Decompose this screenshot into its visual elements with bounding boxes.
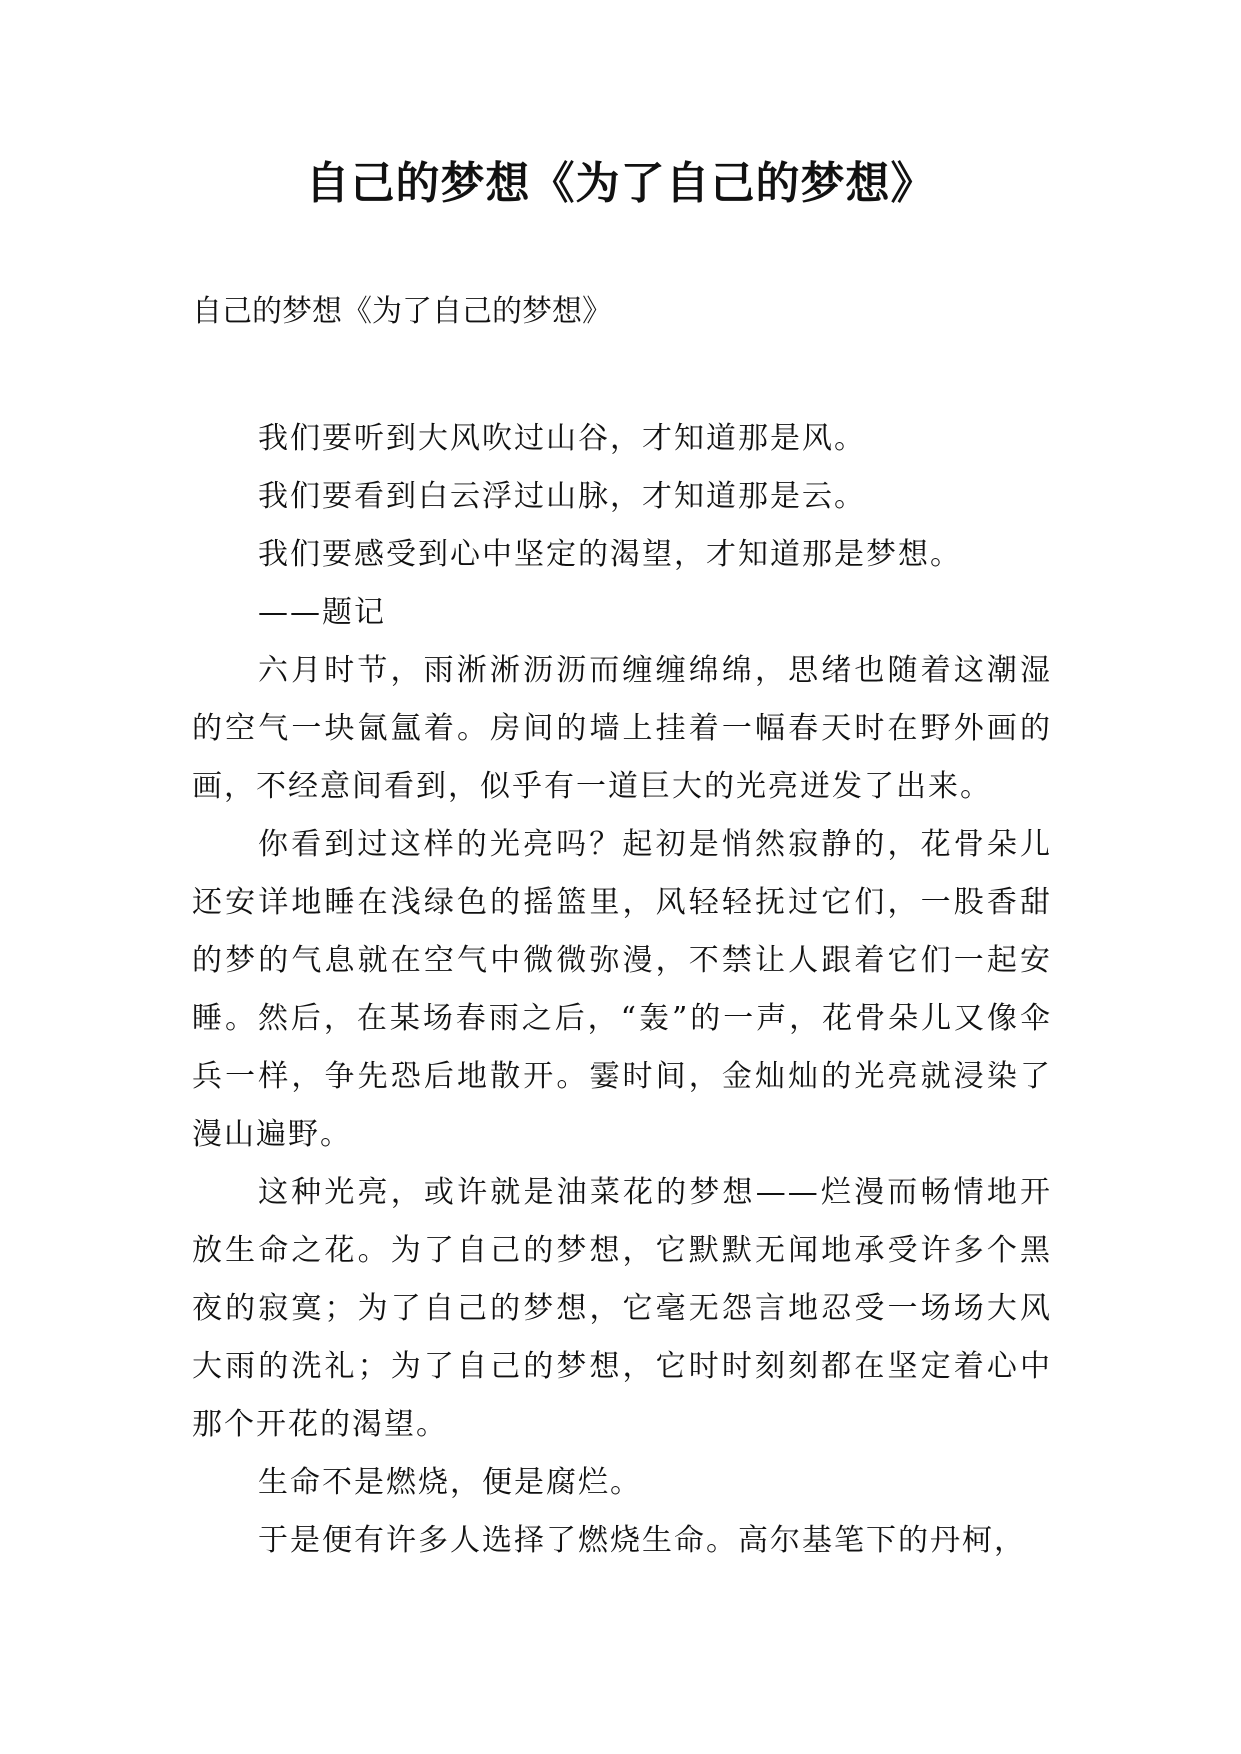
paragraph: 我们要看到白云浮过山脉，才知道那是云。 [258,479,866,514]
paragraph: 你看到过这样的光亮吗？起初是悄然寂静的，花骨朵儿还安详地睡在浅绿色的摇篮里，风轻轻抚过它们，一股香甜的梦的气息就在空气中微微弥漫，不禁让人跟着它们一起安睡。然后，在某场春雨之后，“轰”的一声，花骨朵儿又像伞兵一样，争先恐后地散开。霎时间，金灿灿的光亮就浸染了漫山遍野。 [192,827,1052,1152]
paragraph: 于是便有许多人选择了燃烧生命。高尔基笔下的丹柯， [258,1523,1026,1558]
paragraph: 我们要感受到心中坚定的渴望，才知道那是梦想。 [258,537,962,572]
paragraph: 生命不是燃烧，便是腐烂。 [258,1465,642,1500]
document-title: 自己的梦想《为了自己的梦想》 [305,158,936,209]
paragraph: ——题记 [258,595,386,630]
paragraph: 六月时节，雨淅淅沥沥而缠缠绵绵，思绪也随着这潮湿的空气一块氤氲着。房间的墙上挂着一幅春天时在野外画的画，不经意间看到，似乎有一道巨大的光亮迸发了出来。 [192,653,1052,804]
document-subtitle: 自己的梦想《为了自己的梦想》 [192,294,612,329]
paragraph: 这种光亮，或许就是油菜花的梦想——烂漫而畅情地开放生命之花。为了自己的梦想，它默默无闻地承受许多个黑夜的寂寞；为了自己的梦想，它毫无怨言地忍受一场场大风大雨的洗礼；为了自己的梦想，它时时刻刻都在坚定着心中那个开花的渴望。 [192,1175,1052,1442]
paragraph: 我们要听到大风吹过山谷，才知道那是风。 [258,421,866,456]
document-body [192,410,1052,1570]
